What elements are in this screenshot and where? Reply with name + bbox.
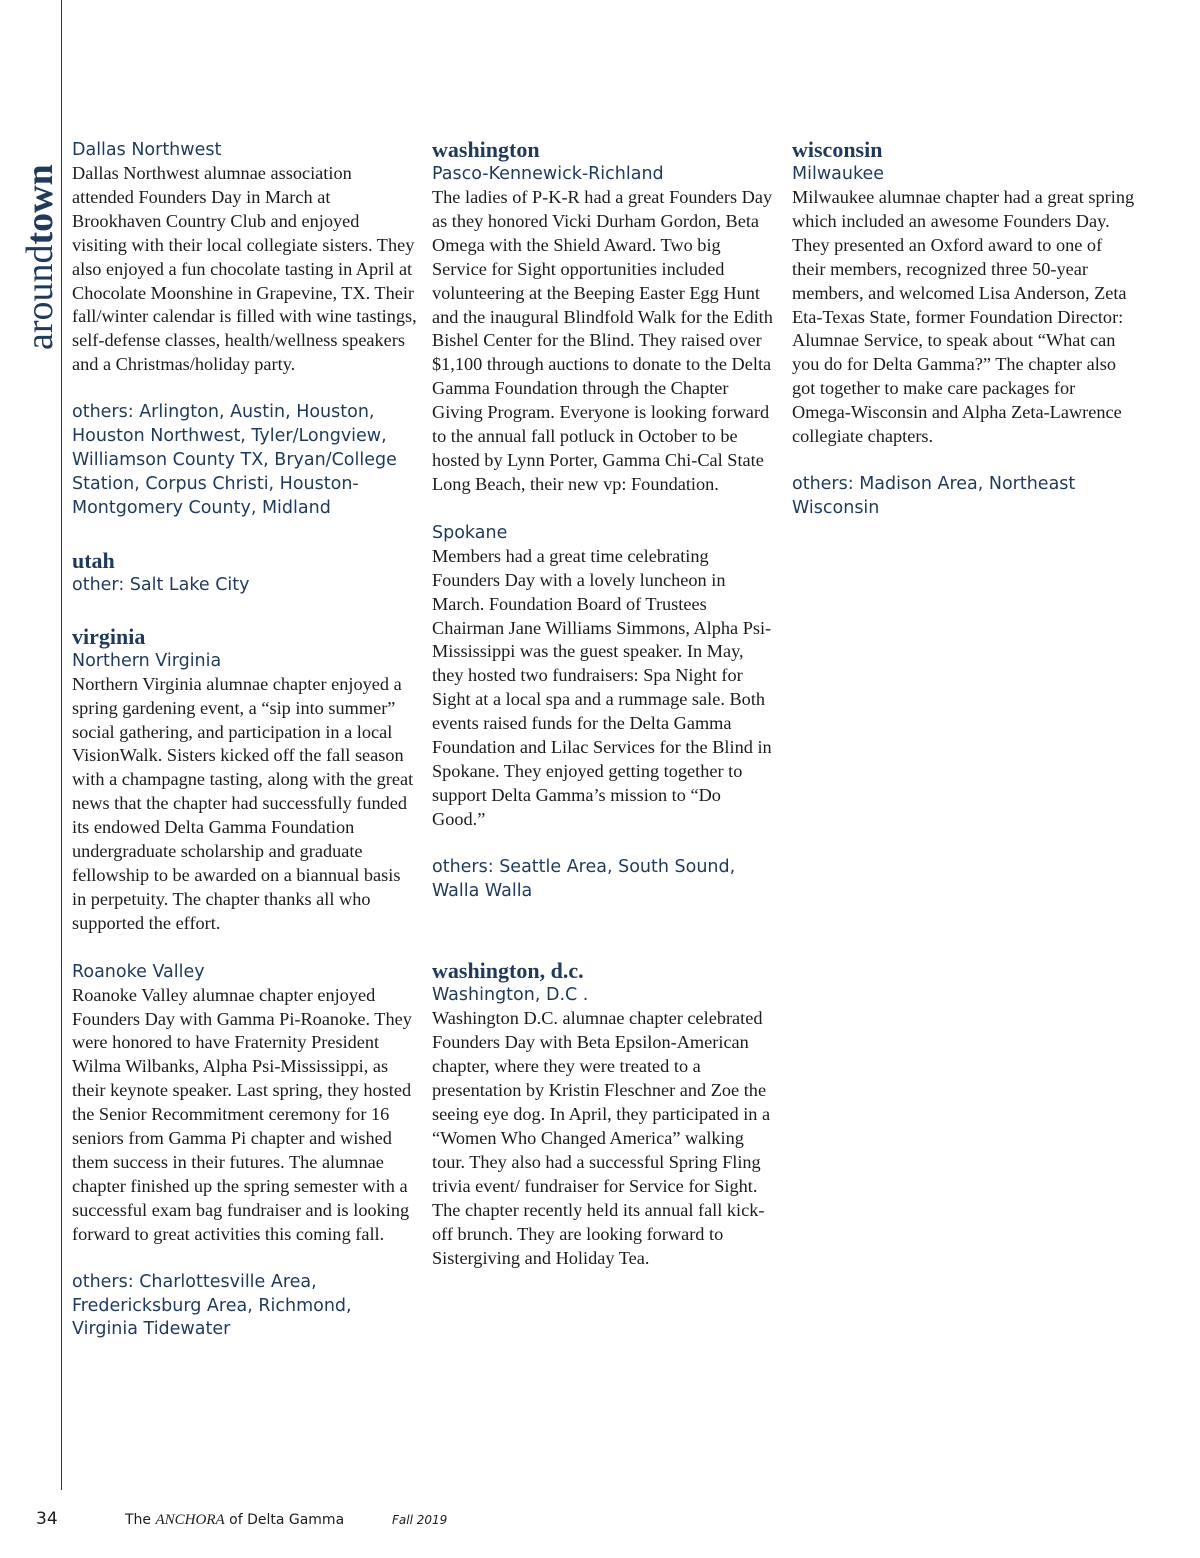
chapter-body-roanoke-valley: Roanoke Valley alumnae chapter enjoyed Founders Day with Gamma Pi-Roanoke. They were honored to have Fraternity President Wilma Wilbanks, Alpha Psi-Mississippi, as their keynote speaker. Last spring, they hosted the Senior Recommitment ceremony for 16 seniors from Gamma Pi chapter and wished them success in their futures. The alumnae chapter finished up the spring semester with a successful exam bag fundraiser and is looking forward to great activities this coming fall. bbox=[72, 984, 412, 1244]
chapter-body-milwaukee: Milwaukee alumnae chapter had a great spring which included an awesome Founders Day. They presented an Oxford award to one of their members, recognized three 50-year members, and welcomed Lisa Anderson, Zeta Eta-Texas State, former Foundation Director: Alumnae Service, to speak about “What can you do for Delta Gamma?” The chapter also got together to make care packages for Omega-Wisconsin and Alpha Zeta-Lawrence collegiate chapters. bbox=[792, 187, 1135, 447]
publication-title bbox=[125, 1512, 344, 1529]
page-footer bbox=[36, 1509, 1200, 1533]
chapter-subhead-pkr: Pasco-Kennewick-Richland bbox=[432, 164, 664, 184]
pub-prefix: The bbox=[125, 1512, 156, 1528]
others-virginia: others: Charlottesville Area, Fredericksburg Area, Richmond, Virginia Tidewater bbox=[72, 1271, 352, 1340]
state-heading-washington: washington bbox=[432, 137, 540, 162]
chapter-subhead-northern-virginia: Northern Virginia bbox=[72, 650, 222, 671]
chapter-subhead-spokane: Spokane bbox=[432, 522, 508, 543]
others-utah: other: Salt Lake City bbox=[72, 574, 250, 595]
chapter-subhead-milwaukee: Milwaukee bbox=[792, 164, 884, 184]
section-label-bold: town bbox=[19, 164, 61, 245]
state-heading-wisconsin: wisconsin bbox=[792, 137, 883, 162]
chapter-body-northern-virginia: Northern Virginia alumnae chapter enjoyed a spring gardening event, a “sip into summer” social gathering, and participation in a local VisionWalk. Sisters kicked off the fall season with a champagne tasting, along with the great news that the chapter had successfully funded its endowed Delta Gamma Foundation undergraduate scholarship and graduate fellowship to be awarded on a biannual basis in perpetuity. The chapter thanks all who supported the effort. bbox=[72, 673, 414, 933]
chapter-subhead-dallas-northwest: Dallas Northwest bbox=[72, 140, 222, 160]
others-washington: others: Seattle Area, South Sound, Walla Walla bbox=[432, 856, 736, 901]
column-1 bbox=[72, 138, 417, 1342]
state-heading-utah: utah bbox=[72, 547, 115, 573]
section-label bbox=[18, 164, 62, 350]
others-wisconsin: others: Madison Area, Northeast Wisconsin bbox=[792, 473, 1076, 518]
pub-italic: ANCHORA bbox=[155, 1512, 225, 1528]
chapter-body-spokane: Members had a great time celebrating Founders Day with a lovely luncheon in March. Foundation Board of Trustees Chairman Jane Williams Simmons, Alpha Psi-Mississippi was the guest speaker. In May, they hosted two fundraisers: Spa Night for Sight at a local spa and a rummage sale. Both events raised funds for the Delta Gamma Foundation and Lilac Services for the Blind in Spokane. They enjoyed getting together to support Delta Gamma’s mission to “Do Good.” bbox=[432, 545, 772, 829]
column-3 bbox=[792, 138, 1137, 521]
issue-date: Fall 2019 bbox=[392, 1513, 448, 1527]
pub-suffix: of Delta Gamma bbox=[224, 1512, 345, 1528]
chapter-body-dc: Washington D.C. alumnae chapter celebrated Founders Day with Beta Epsilon-American chapter, where they were treated to a presentation by Kristin Fleschner and Zoe the seeing eye dog. In April, they participated in a “Women Who Changed America” walking tour. They also had a successful Spring Fling trivia event/ fundraiser for Service for Sight. The chapter recently held its annual fall kick-off brunch. They are looking forward to Sistergiving and Holiday Tea. bbox=[432, 1008, 771, 1268]
state-heading-virginia: virginia bbox=[72, 623, 146, 649]
chapter-body-dallas-northwest: Dallas Northwest alumnae association attended Founders Day in March at Brookhaven Country Club and enjoyed visiting with their local collegiate sisters. They also enjoyed a fun chocolate tasting in April at Chocolate Moonshine in Grapevine, TX. Their fall/winter calendar is filled with wine tastings, self-defense classes, health/wellness speakers and a Christmas/holiday party. bbox=[72, 163, 417, 375]
page-number: 34 bbox=[36, 1509, 58, 1529]
vertical-rule bbox=[61, 0, 62, 1490]
column-2 bbox=[432, 138, 777, 1270]
section-label-light: around bbox=[19, 244, 61, 350]
others-texas: others: Arlington, Austin, Houston, Houston Northwest, Tyler/Longview, Williamson County TX, Bryan/College Station, Corpus Christi, Houston-Montgomery County, Midland bbox=[72, 402, 397, 518]
state-heading-dc: washington, d.c. bbox=[432, 958, 584, 984]
chapter-body-pkr: The ladies of P-K-R had a great Founders Day as they honored Vicki Durham Gordon, Beta Omega with the Shield Award. Two big Service for Sight opportunities included volunteering at the Beeping Easter Egg Hunt and the inaugural Blindfold Walk for the Edith Bishel Center for the Blind. They raised over $1,100 through auctions to donate to the Delta Gamma Foundation through the Chapter Giving Program. Everyone is looking forward to the annual fall potluck in October to be hosted by Lynn Porter, Gamma Chi-Cal State Long Beach, their new vp: Foundation. bbox=[432, 187, 773, 494]
chapter-subhead-roanoke-valley: Roanoke Valley bbox=[72, 961, 205, 982]
chapter-subhead-dc: Washington, D.C . bbox=[432, 985, 589, 1006]
